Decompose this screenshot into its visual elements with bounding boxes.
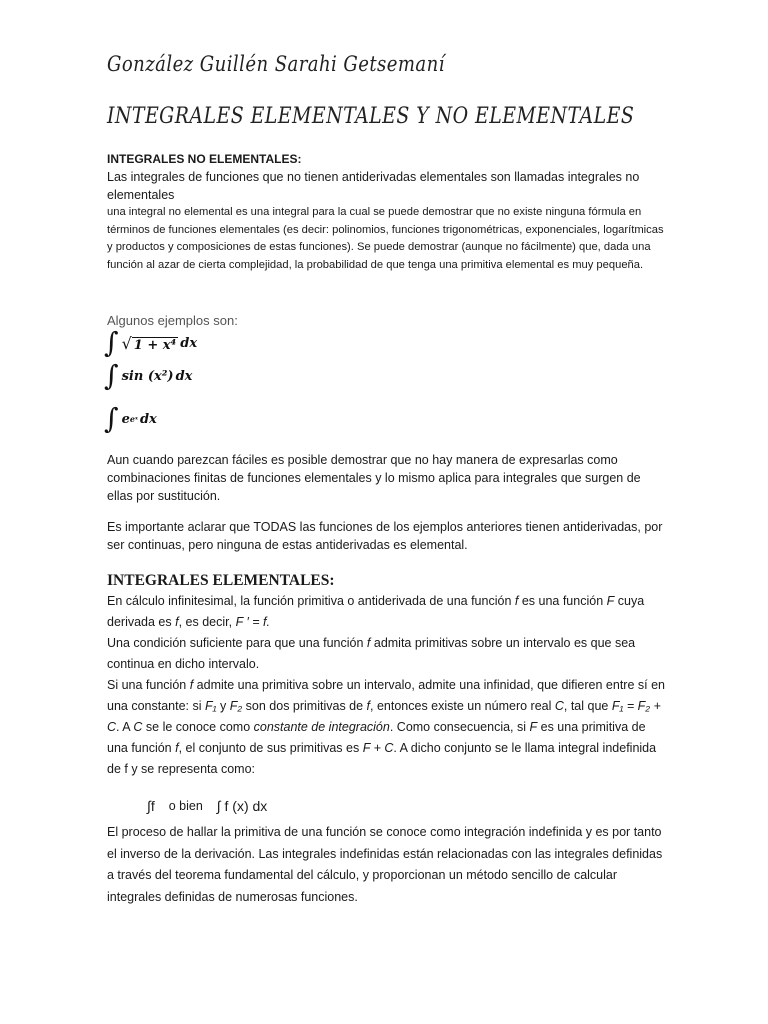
paragraph-integracion-indefinida: El proceso de hallar la primitiva de una función se conoce como integración indefinida y es por tanto el inverso de la derivación. Las integrales indefinidas están relacionadas con las integrales definidas a través del teorema fundamental del cálculo, y proporcionan un método sencillo de calcular integrales definidas de numerosas funciones. xyxy=(107,825,663,904)
integral-sign: ∫ xyxy=(104,326,119,359)
paragraph-antiderivadas: Es importante aclarar que TODAS las funciones de los ejemplos anteriores tienen antiderivadas, por ser continuas, pero ninguna de estas antiderivadas es elemental. xyxy=(107,520,663,552)
paragraph-condicion: Una condición suficiente para que una función f admita primitivas sobre un intervalo es que sea continua en dicho intervalo. xyxy=(107,636,636,671)
differential: dx xyxy=(180,335,198,351)
paragraph-integracion-indefinida-block xyxy=(107,822,667,908)
example-integral-3 xyxy=(104,402,157,435)
paragraph-constante: Si una función f admite una primitiva sobre un intervalo, admite una infinidad, que difieren entre sí en una constante: si F₁ y F₂ son dos primitivas de f, entonces existe un número real C, tal que F₁ = F₂ + C. A C se le conoce como constante de integración. Como consecuencia, si F es una primitiva de una función f, el conjunto de sus primitivas es F + C. A dicho conjunto se le llama integral indefinida de f y se representa como: xyxy=(107,678,665,776)
integral-sign: ∫ xyxy=(104,402,119,435)
section-no-elementales xyxy=(107,150,667,274)
example-integral-1 xyxy=(104,326,198,359)
intro-paragraph: Las integrales de funciones que no tienen antiderivadas elementales son llamadas integrales no elementales xyxy=(107,170,640,202)
definition-paragraph: una integral no elemental es una integral para la cual se puede demostrar que no existe ninguna fórmula en términos de funciones elementales (es decir: polinomios, funciones trigonométricas, exponenciales, logarítmicas y productos y composiciones de estas funciones). Se puede demostrar (aunque no fácilmente) que, dada una función al azar de cierta complejidad, la probabilidad de que tenga una primitiva elemental es muy pequeña. xyxy=(107,206,664,271)
square-root xyxy=(122,334,179,353)
integrand-base: e xyxy=(121,411,130,427)
differential: dx xyxy=(175,368,193,384)
author-name: González Guillén Sarahi Getsemaní xyxy=(107,52,445,76)
integral-sign: ∫ xyxy=(104,359,119,392)
heading-no-elementales: INTEGRALES NO ELEMENTALES: xyxy=(107,152,302,166)
notation-long: ∫ f (x) dx xyxy=(216,798,268,814)
paragraph-antiderivadas-block xyxy=(107,518,667,554)
heading-elementales: INTEGRALES ELEMENTALES: xyxy=(107,572,335,589)
example-integral-2 xyxy=(104,359,193,392)
indefinite-integral-notation xyxy=(147,798,267,814)
paragraph-primitiva: En cálculo infinitesimal, la función primitiva o antiderivada de una función f es una función F cuya derivada es f, es decir, F ′ = f. xyxy=(107,594,645,629)
radical-sign: √ xyxy=(121,333,132,353)
notation-separator: o bien xyxy=(168,799,203,813)
paragraph-no-expresables-block xyxy=(107,451,667,505)
section-elementales xyxy=(107,570,667,780)
document-title: INTEGRALES ELEMENTALES Y NO ELEMENTALES xyxy=(107,104,635,129)
radicand: 1 + x⁴ xyxy=(133,337,177,353)
integrand-exponent: eˣ xyxy=(129,414,138,424)
paragraph-no-expresables: Aun cuando parezcan fáciles es posible demostrar que no hay manera de expresarlas como combinaciones finitas de funciones elementales y lo mismo aplica para integrales que surgen de ellas por sustitución. xyxy=(107,453,641,503)
examples-label-block xyxy=(107,312,667,330)
integrand: sin (x²) xyxy=(121,368,174,384)
notation-short: ∫f xyxy=(147,798,155,814)
differential: dx xyxy=(139,411,157,427)
examples-label: Algunos ejemplos son: xyxy=(107,313,238,328)
